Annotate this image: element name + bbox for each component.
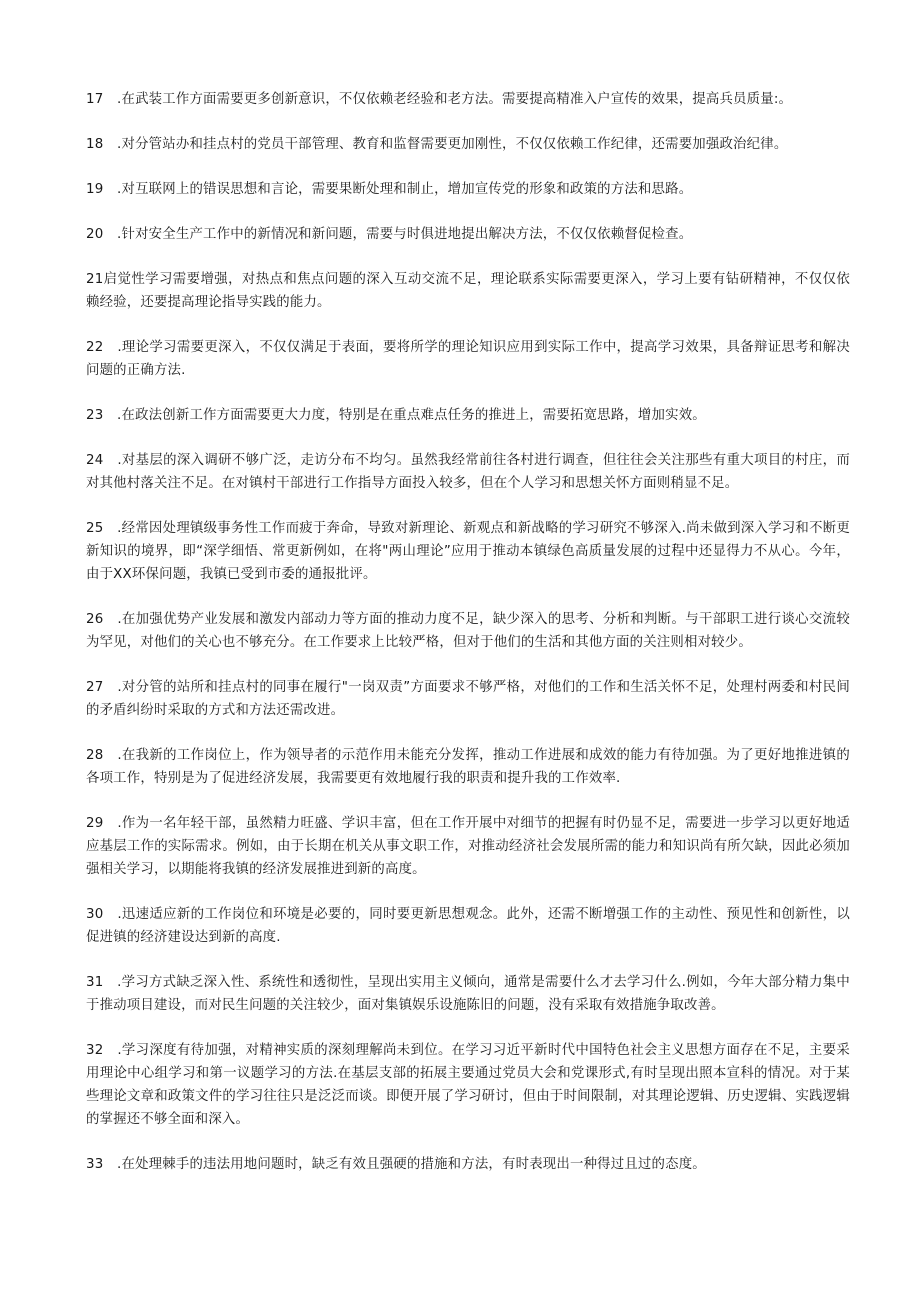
list-item: 28 .在我新的工作岗位上，作为领导者的示范作用未能充分发挥，推动工作进展和成效的能力有待加强。为了更好地推进镇的各项工作，特别是为了促进经济发展，我需要更有效地履行我的职责和提升我的工作效率. — [86, 748, 850, 786]
list-item: 18 .对分管站办和挂点村的党员干部管理、教育和监督需要更加刚性，不仅仅依赖工作纪律，还需要加强政治纪律。 — [86, 137, 788, 152]
list-item: 26 .在加强优势产业发展和激发内部动力等方面的推动力度不足，缺少深入的思考、分析和判断。与干部职工进行谈心交流较为罕见，对他们的关心也不够充分。在工作要求上比较严格，但对于他们的生活和其他方面的关注则相对较少。 — [86, 612, 850, 650]
list-item: 32 .学习深度有待加强，对精神实质的深刻理解尚未到位。在学习习近平新时代中国特色社会主义思想方面存在不足，主要采用理论中心组学习和第一议题学习的方法.在基层支部的拓展主要通过党员大会和党课形式,有时呈现出照本宣科的情况。对于某些理论文章和政策文件的学习往往只是泛泛而谈。即便开展了学习研讨，但由于时间限制，对其理论逻辑、历史逻辑、实践逻辑的掌握还不够全面和深入。 — [86, 1043, 850, 1127]
list-item: 31 .学习方式缺乏深入性、系统性和透彻性，呈现出实用主义倾向，通常是需要什么才去学习什么.例如，今年大部分精力集中于推动项目建设，而对民生问题的关注较少，面对集镇娱乐设施陈旧的问题，没有采取有效措施争取改善。 — [86, 975, 850, 1013]
list-item: 30 .迅速适应新的工作岗位和环境是必要的，同时要更新思想观念。此外，还需不断增强工作的主动性、预见性和创新性，以促进镇的经济建设达到新的高度. — [86, 907, 850, 945]
list-item: 20 .针对安全生产工作中的新情况和新问题，需要与时俱进地提出解决方法，不仅仅依赖督促检查。 — [86, 227, 693, 242]
list-item: 23 .在政法创新工作方面需要更大力度，特别是在重点难点任务的推进上，需要拓宽思路，增加实效。 — [86, 408, 706, 423]
list-item: 27 .对分管的站所和挂点村的同事在履行"一岗双责”方面要求不够严格，对他们的工作和生活关怀不足，处理村两委和村民间的矛盾纠纷时采取的方式和方法还需改进。 — [86, 680, 850, 718]
list-item: 25 .经常因处理镇级事务性工作而疲于奔命，导致对新理论、新观点和新战略的学习研究不够深入.尚未做到深入学习和不断更新知识的境界，即“深学细悟、常更新例如，在将"两山理论”应用于推动本镇绿色高质量发展的过程中还显得力不从心。今年，由于XX环保问题，我镇已受到市委的通报批评。 — [86, 521, 850, 582]
list-item: 24 .对基层的深入调研不够广泛，走访分布不均匀。虽然我经常前往各村进行调查，但往往会关注那些有重大项目的村庄，而对其他村落关注不足。在对镇村干部进行工作指导方面投入较多，但在个人学习和思想关怀方面则稍显不足。 — [86, 453, 850, 491]
document-body — [86, 88, 850, 1198]
list-item: 22 .理论学习需要更深入，不仅仅满足于表面，要将所学的理论知识应用到实际工作中，提高学习效果，具备辩证思考和解决问题的正确方法. — [86, 340, 850, 378]
list-item: 33 .在处理棘手的违法用地问题时，缺乏有效且强硬的措施和方法，有时表现出一种得过且过的态度。 — [86, 1157, 706, 1172]
list-item: 19 .对互联网上的错误思想和言论，需要果断处理和制止，增加宣传党的形象和政策的方法和思路。 — [86, 182, 693, 197]
list-item: 29 .作为一名年轻干部，虽然精力旺盛、学识丰富，但在工作开展中对细节的把握有时仍显不足，需要进一步学习以更好地适应基层工作的实际需求。例如，由于长期在机关从事文职工作，对推动经济社会发展所需的能力和知识尚有所欠缺，因此必须加强相关学习，以期能将我镇的经济发展推进到新的高度。 — [86, 816, 850, 877]
list-item: 21启觉性学习需要增强，对热点和焦点问题的深入互动交流不足，理论联系实际需要更深入，学习上要有钻研精神，不仅仅依赖经验，还要提高理论指导实践的能力。 — [86, 272, 850, 310]
list-item: 17 .在武装工作方面需要更多创新意识，不仅依赖老经验和老方法。需要提高精准入户宣传的效果，提高兵员质量:。 — [86, 92, 793, 107]
